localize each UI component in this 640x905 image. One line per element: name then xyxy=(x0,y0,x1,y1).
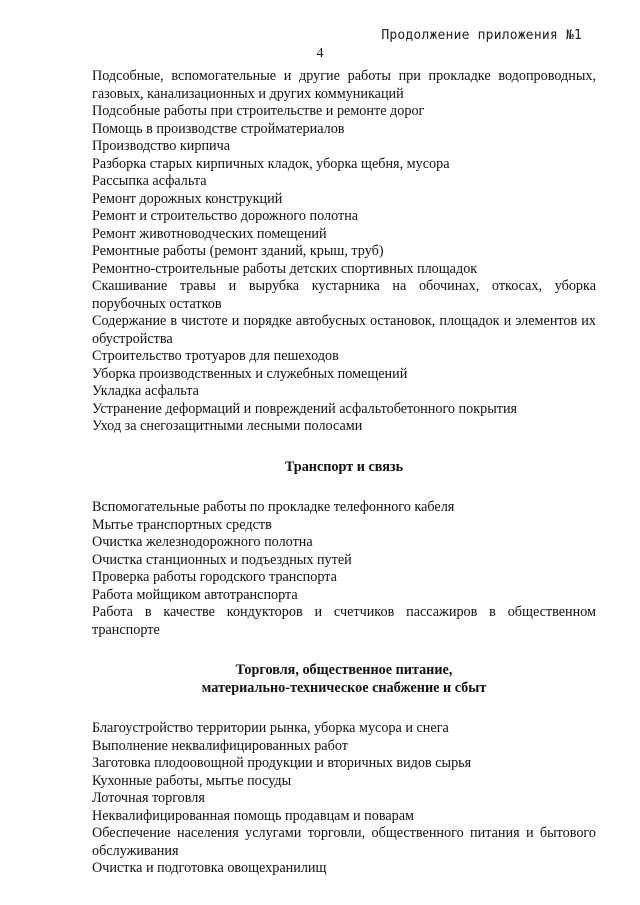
list-item: Очистка станционных и подъездных путей xyxy=(92,551,352,568)
list-item: Строительство тротуаров для пешеходов xyxy=(92,348,339,364)
section-heading-trade xyxy=(92,662,596,697)
list-item: Производство кирпича xyxy=(92,138,231,154)
list-item: Ремонтные работы (ремонт зданий, крыш, труб) xyxy=(92,243,384,259)
document-body xyxy=(92,68,596,878)
section-heading-trade-line1: Торговля, общественное питание, xyxy=(235,662,453,678)
list-item: Ремонт дорожных конструкций xyxy=(92,190,283,207)
list-item: Помощь в производстве стройматериалов xyxy=(92,120,345,137)
list-item: Рассыпка асфальта xyxy=(92,173,207,189)
list-item: Разборка старых кирпичных кладок, уборка щебня, мусора xyxy=(92,155,450,172)
list-item: Мытье транспортных средств xyxy=(92,516,272,533)
list-item: Выполнение неквалифицированных работ xyxy=(92,737,348,754)
list-item: Благоустройство территории рынка, уборка мусора и снега xyxy=(92,720,449,736)
list-item: Заготовка плодоовощной продукции и вторичных видов сырья xyxy=(92,755,472,771)
list-item: Ремонт и строительство дорожного полотна xyxy=(92,208,359,224)
list-item: Уборка производственных и служебных помещений xyxy=(92,365,408,382)
list-item: Очистка железнодорожного полотна xyxy=(92,534,313,550)
list-item: Очистка и подготовка овощехранилищ xyxy=(92,860,327,876)
section-trade-list xyxy=(92,720,596,878)
list-item: Подсобные работы при строительстве и ремонте дорог xyxy=(92,103,425,119)
list-item: Обеспечение населения услугами торговли, общественного питания и бытового обслуживания xyxy=(92,825,596,859)
list-item: Скашивание травы и вырубка кустарника на обочинах, откосах, уборка порубочных остатков xyxy=(92,278,596,312)
list-item: Лоточная торговля xyxy=(92,790,205,806)
list-item: Уход за снегозащитными лесными полосами xyxy=(92,418,363,434)
section-construction-list xyxy=(92,68,596,436)
list-item: Содержание в чистоте и порядке автобусных остановок, площадок и элементов их обустройства xyxy=(92,313,596,347)
list-item: Ремонтно-строительные работы детских спортивных площадок xyxy=(92,260,478,277)
list-item: Ремонт животноводческих помещений xyxy=(92,225,327,242)
list-item: Устранение деформаций и повреждений асфальтобетонного покрытия xyxy=(92,400,518,417)
list-item: Кухонные работы, мытье посуды xyxy=(92,772,292,789)
section-transport-list xyxy=(92,499,596,639)
list-item: Подсобные, вспомогательные и другие работы при прокладке водопроводных, газовых, канализационных и других коммуникаций xyxy=(92,68,596,102)
list-item: Проверка работы городского транспорта xyxy=(92,569,337,585)
continuation-note: Продолжение приложения №1 xyxy=(381,28,582,43)
page-number: 4 xyxy=(316,46,324,61)
section-heading-transport: Транспорт и связь xyxy=(284,458,404,475)
list-item: Работа в качестве кондукторов и счетчиков пассажиров в общественном транспорте xyxy=(92,604,596,638)
list-item: Вспомогательные работы по прокладке телефонного кабеля xyxy=(92,499,455,515)
list-item: Работа мойщиком автотранспорта xyxy=(92,586,298,603)
list-item: Неквалифицированная помощь продавцам и поварам xyxy=(92,807,414,824)
list-item: Укладка асфальта xyxy=(92,383,199,399)
section-heading-trade-line2: материально-техническое снабжение и сбыт xyxy=(201,679,487,696)
